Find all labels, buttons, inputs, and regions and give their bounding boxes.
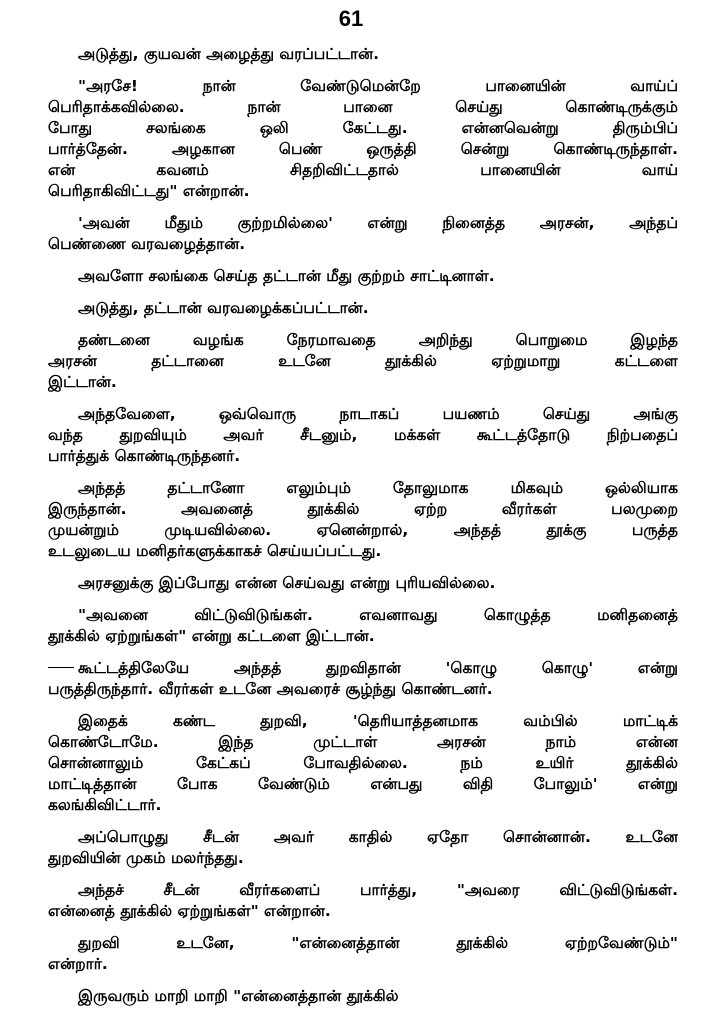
page-number: 61 [338, 6, 364, 31]
text-line: சொன்னாலும் கேட்கப் போவதில்லை. நம் உயிர் தூக்கில் [48, 754, 678, 772]
text-line: என்னைத் தூக்கில் ஏற்றுங்கள்" என்றான். [48, 902, 331, 920]
paragraph [48, 44, 678, 65]
text-line: பெரிதாகிவிட்டது" என்றான். [48, 182, 250, 200]
text-line: கலங்கிவிட்டார். [48, 796, 162, 814]
paragraph [48, 266, 678, 287]
text-line: முயன்றும் முடியவில்லை. ஏனென்றால், அந்தத் தூக்கு பருத்த [48, 521, 678, 539]
paragraph [48, 76, 678, 202]
text-line: அடுத்து, தட்டான் வரவழைக்கப்பட்டான். [78, 299, 369, 317]
text-line: கொண்டோமே. இந்த முட்டாள் அரசன் நாம் என்ன [48, 733, 678, 751]
paragraph [48, 330, 678, 393]
text-line: அரசன் தட்டானை உடனே தூக்கில் ஏற்றுமாறு கட்டளை [48, 352, 678, 370]
paragraph [48, 478, 678, 562]
text-line: பருத்திருந்தார். வீரர்கள் உடனே அவரைச் சூழ்ந்து கொண்டனர். [48, 680, 493, 698]
paragraph [48, 298, 678, 319]
text-line: இருந்தான். அவனைத் தூக்கில் ஏற்ற வீரர்கள் பலமுறை [48, 500, 678, 518]
text-body [48, 44, 678, 1018]
text-line: அப்பொழுது சீடன் அவர் காதில் ஏதோ சொன்னான். உடனே [78, 828, 678, 846]
paragraph [48, 658, 678, 700]
text-line: இட்டான். [48, 373, 117, 391]
text-line: தூக்கில் ஏற்றுங்கள்" என்று கட்டளை இட்டான். [48, 627, 375, 645]
text-line: அவளோ சலங்கை செய்த தட்டான் மீது குற்றம் சாட்டினாள். [78, 267, 495, 285]
text-line: 'அவன் மீதும் குற்றமில்லை' என்று நினைத்த அரசன், அந்தப் [78, 214, 678, 232]
text-line: போது சலங்கை ஒலி கேட்டது. என்னவென்று திரும்பிப் [48, 119, 678, 137]
text-line: பெரிதாக்கவில்லை. நான் பானை செய்து கொண்டிருக்கும் [48, 98, 678, 116]
text-line: "அரசே! நான் வேண்டுமென்றே பானையின் வாய்ப் [78, 77, 678, 95]
margin-dash-mark [48, 667, 74, 668]
text-line: பெண்ணை வரவழைத்தான். [48, 235, 246, 253]
paragraph [48, 986, 678, 1007]
paragraph [48, 404, 678, 467]
text-line: இருவரும் மாறி மாறி "என்னைத்தான் தூக்கில் [78, 987, 399, 1005]
text-line: துறவியின் முகம் மலர்ந்தது. [48, 849, 244, 867]
text-line: மாட்டித்தான் போக வேண்டும் என்பது விதி போலும்' என்று [48, 775, 678, 793]
paragraph [48, 880, 678, 922]
text-line: கூட்டத்திலேயே அந்தத் துறவிதான் 'கொழு கொழு' என்று [48, 658, 678, 679]
text-line: தண்டனை வழங்க நேரமாவதை அறிந்து பொறுமை இழந்த [78, 331, 678, 349]
text-line: என்றார். [48, 955, 108, 973]
text-line: அரசனுக்கு இப்போது என்ன செய்வது என்று புரியவில்லை. [78, 574, 496, 592]
text-line: "அவனை விட்டுவிடுங்கள். எவனாவது கொழுத்த மனிதனைத் [78, 606, 678, 624]
paragraph [48, 933, 678, 975]
text-line: அடுத்து, குயவன் அழைத்து வரப்பட்டான். [78, 45, 380, 63]
text-line: அந்தவேளை, ஒவ்வொரு நாடாகப் பயணம் செய்து அங்கு [78, 405, 678, 423]
text-line: அந்தத் தட்டானோ எலும்பும் தோலுமாக மிகவும் ஒல்லியாக [78, 479, 678, 497]
paragraph [48, 213, 678, 255]
text-line: என் கவனம் சிதறிவிட்டதால் பானையின் வாய் [48, 161, 678, 179]
paragraph [48, 605, 678, 647]
text-line: இதைக் கண்ட துறவி, 'தெரியாத்தனமாக வம்பில் மாட்டிக் [78, 712, 678, 730]
paragraph [48, 573, 678, 594]
paragraph [48, 827, 678, 869]
text-line: பார்த்தேன். அழகான பெண் ஒருத்தி சென்று கொண்டிருந்தாள். [48, 140, 678, 158]
text-line: பார்த்துக் கொண்டிருந்தனர். [48, 447, 241, 465]
text-line: உடலுடைய மனிதர்களுக்காகச் செய்யப்பட்டது. [48, 542, 382, 560]
text-line: துறவி உடனே, "என்னைத்தான் தூக்கில் ஏற்றவேண்டும்" [78, 934, 678, 952]
text-line: வந்த துறவியும் அவர் சீடனும், மக்கள் கூட்டத்தோடு நிற்பதைப் [48, 426, 678, 444]
text-line: அந்தச் சீடன் வீரர்களைப் பார்த்து, "அவரை விட்டுவிடுங்கள். [78, 881, 678, 899]
paragraph [48, 711, 678, 816]
